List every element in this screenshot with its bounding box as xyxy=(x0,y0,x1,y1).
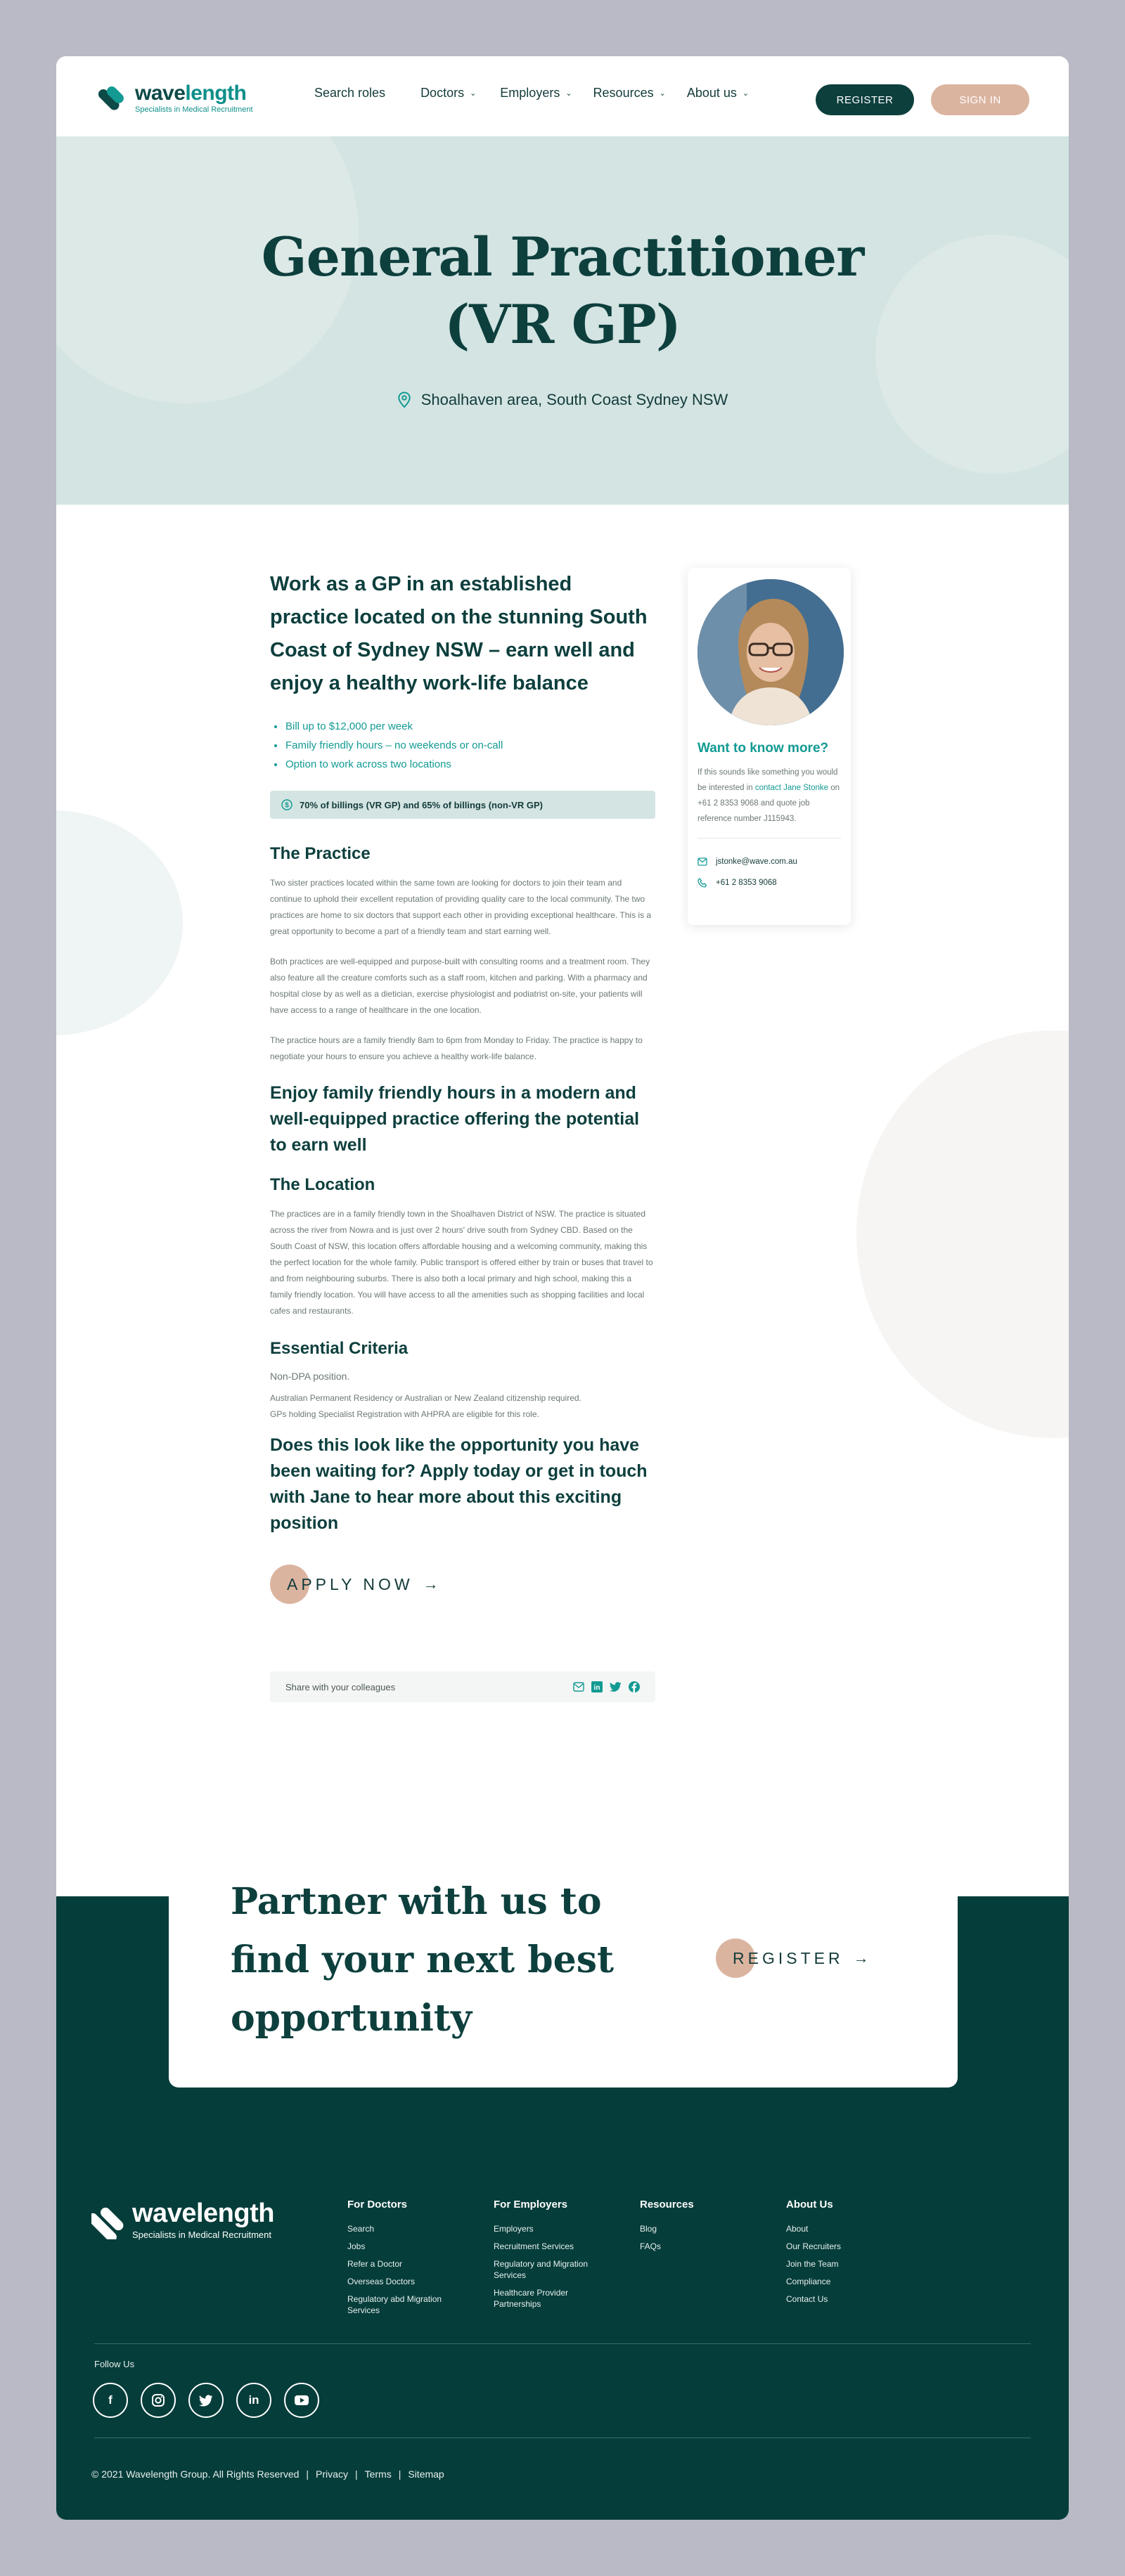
footer-link[interactable]: Regulatory and Migration Services xyxy=(494,2259,589,2280)
list-item: Option to work across two locations xyxy=(270,755,655,774)
logo-mark-icon xyxy=(91,2201,129,2239)
page-title: General Practitioner (VR GP) xyxy=(261,226,864,356)
follow-us-label: Follow Us xyxy=(94,2359,135,2369)
footer-column-doctors xyxy=(347,2199,467,2322)
register-button[interactable]: REGISTER xyxy=(816,84,914,115)
twitter-share-icon[interactable] xyxy=(610,1682,622,1692)
apply-label: APPLY NOW xyxy=(287,1574,413,1593)
footer-column-resources xyxy=(640,2199,752,2258)
nav-resources[interactable] xyxy=(593,86,666,101)
footer-column-title: About Us xyxy=(786,2199,833,2211)
twitter-icon[interactable] xyxy=(188,2383,224,2418)
logo-mark-icon xyxy=(97,83,131,114)
section-heading: The Practice xyxy=(270,844,371,863)
job-location xyxy=(56,391,1069,409)
partner-register-button[interactable] xyxy=(716,1939,869,1978)
logo-word-a: wave xyxy=(135,82,186,105)
footer-link[interactable]: Refer a Doctor xyxy=(347,2259,403,2269)
billing-text: 70% of billings (VR GP) and 65% of billings (non-VR GP) xyxy=(300,799,543,810)
footer-logo-word: wavelength xyxy=(132,2199,274,2228)
job-highlights xyxy=(270,717,655,774)
share-label: Share with your colleagues xyxy=(285,1681,396,1692)
footer-link[interactable]: Jobs xyxy=(347,2241,366,2251)
billing-badge xyxy=(270,791,655,819)
chevron-down-icon: ⌄ xyxy=(470,89,477,98)
nav-doctors[interactable] xyxy=(420,86,476,101)
phone-icon xyxy=(698,878,707,888)
share-bar xyxy=(270,1671,655,1702)
footer-column-about xyxy=(786,2199,899,2311)
separator: | xyxy=(354,2468,358,2480)
footer-column-title: For Employers xyxy=(494,2199,568,2211)
svg-text:in: in xyxy=(593,1684,600,1692)
footer-link[interactable]: Recruitment Services xyxy=(494,2241,574,2251)
email-share-icon[interactable] xyxy=(573,1682,584,1692)
terms-link[interactable]: Terms xyxy=(364,2468,392,2480)
job-intro-heading: Work as a GP in an established practice located on the stunning South Coast of Sydney NSW – earn well and enjoy a healthy work-life balance xyxy=(270,573,648,694)
footer-logo-tagline: Specialists in Medical Recruitment xyxy=(132,2229,271,2240)
nav-label: About us xyxy=(686,86,737,100)
job-description xyxy=(270,568,655,1702)
footer-column-employers xyxy=(494,2199,613,2316)
email-icon xyxy=(698,857,707,866)
partner-heading: Partner with us to find your next best opportunity xyxy=(231,1880,615,2040)
footer-logo[interactable] xyxy=(91,2200,274,2240)
footer-link[interactable]: FAQs xyxy=(640,2241,662,2251)
footer-link[interactable]: Healthcare Provider Partnerships xyxy=(494,2288,569,2309)
criteria-lead: Non-DPA position. xyxy=(270,1371,350,1382)
card-text xyxy=(698,765,841,827)
logo-tagline: Specialists in Medical Recruitment xyxy=(135,105,253,114)
contact-recruiter-link[interactable]: contact Jane Stonke xyxy=(754,784,829,792)
phone-text: +61 2 8353 9068 xyxy=(716,879,777,887)
paragraph: GPs holding Specialist Registration with AHPRA are eligible for this role. xyxy=(270,1409,539,1419)
logo[interactable] xyxy=(97,83,253,114)
social-links xyxy=(93,2383,319,2418)
chevron-down-icon: ⌄ xyxy=(659,89,666,98)
nav-search-roles[interactable] xyxy=(314,86,385,101)
footer-link[interactable]: Compliance xyxy=(786,2277,831,2286)
linkedin-share-icon[interactable] xyxy=(591,1681,603,1692)
paragraph: The practices are in a family friendly town in the Shoalhaven District of NSW. The practice is situated across the river from Nowra and is just over 2 hours' drive south from Sydney CBD. Based on the South Coast of NSW, this location offers affordable housing and a welcoming community, making this the perfect location for the whole family. Public transport is offered either by train or buses that travel to and from neighbouring suburbs. There is also both a local primary and high school, making this a family friendly location. You will have access to all the amenities such as shopping facilities and local cafes and restaurants. xyxy=(270,1209,653,1316)
chevron-down-icon: ⌄ xyxy=(742,89,750,98)
footer-link[interactable]: Blog xyxy=(640,2224,657,2234)
site-header xyxy=(56,56,1069,136)
main-nav xyxy=(314,86,749,101)
page xyxy=(56,56,1069,2520)
section-heading: Essential Criteria xyxy=(270,1339,409,1358)
privacy-link[interactable]: Privacy xyxy=(316,2468,348,2480)
sign-in-button[interactable]: SIGN IN xyxy=(931,84,1029,115)
arrow-right-icon: → xyxy=(853,1949,869,1967)
paragraph: The practice hours are a family friendly 8am to 6pm from Monday to Friday. The practice is happy to negotiate your hours to ensure you achieve a healthy work-life balance. xyxy=(270,1035,643,1061)
register-label: REGISTER xyxy=(733,1948,844,1967)
partner-cta-card xyxy=(169,1826,958,2088)
section-subheading: Enjoy family friendly hours in a modern and well-equipped practice offering the potential to earn well xyxy=(270,1083,640,1155)
avatar xyxy=(698,579,844,725)
footer-divider xyxy=(94,2343,1031,2344)
recruiter-card xyxy=(688,568,851,925)
paragraph: Both practices are well-equipped and purpose-built with consulting rooms and a treatment room. They also feature all the creature comforts such as a staff room, kitchen and parking. With a pharmacy and hospital close by as well as a dietician, exercise physiologist and podiatrist on-site, your patients will have access to a range of healthcare in the one location. xyxy=(270,957,650,1015)
svg-text:$: $ xyxy=(285,801,289,810)
dollar-icon xyxy=(281,799,292,810)
facebook-icon[interactable]: f xyxy=(93,2383,128,2418)
separator: | xyxy=(398,2468,401,2480)
sitemap-link[interactable]: Sitemap xyxy=(408,2468,444,2480)
copyright-bar xyxy=(91,2468,444,2480)
instagram-icon[interactable] xyxy=(141,2383,176,2418)
nav-about-us[interactable] xyxy=(687,86,749,101)
facebook-share-icon[interactable] xyxy=(629,1681,640,1692)
recruiter-photo xyxy=(698,579,844,725)
section-heading: The Location xyxy=(270,1175,375,1194)
apply-now-button[interactable] xyxy=(270,1565,655,1604)
footer-column-title: Resources xyxy=(640,2199,694,2211)
footer-column-title: For Doctors xyxy=(347,2199,408,2211)
copyright-text: © 2021 Wavelength Group. All Rights Reserved xyxy=(91,2468,300,2480)
nav-employers[interactable] xyxy=(500,86,572,101)
decorative-circle xyxy=(856,1030,1069,1438)
paragraph: Two sister practices located within the same town are looking for doctors to join their team and continue to uphold their excellent reputation of providing quality care to the local community. The two practices are home to six doctors that support each other in providing exceptional healthcare. This is a great opportunity to become a part of a friendly team and start earning well. xyxy=(270,878,652,936)
nav-label: Doctors xyxy=(420,86,465,100)
linkedin-icon[interactable]: in xyxy=(236,2383,271,2418)
footer-link[interactable]: Contact Us xyxy=(786,2294,828,2304)
list-item: Family friendly hours – no weekends or on-call xyxy=(270,736,655,755)
nav-label: Resources xyxy=(593,86,654,100)
map-pin-icon xyxy=(397,391,411,408)
footer-link[interactable]: Overseas Doctors xyxy=(347,2277,416,2286)
card-text-a: If this sounds like something you would be interested in xyxy=(698,768,838,792)
chevron-down-icon: ⌄ xyxy=(565,89,572,98)
separator: | xyxy=(306,2468,309,2480)
footer-link[interactable]: About xyxy=(786,2224,809,2234)
phone-contact[interactable] xyxy=(698,872,841,893)
list-item: Bill up to $12,000 per week xyxy=(270,717,655,736)
logo-word-b: length xyxy=(185,82,247,105)
card-text-b: on +61 2 8353 9068 and quote job reference number J115943. xyxy=(698,784,840,823)
nav-label: Employers xyxy=(500,86,560,100)
divider xyxy=(698,838,841,839)
footer-link[interactable]: Search xyxy=(347,2224,375,2234)
email-text: jstonke@wave.com.au xyxy=(716,857,797,866)
cta-heading: Does this look like the opportunity you have been waiting for? Apply today or get in touch with Jane to hear more about this exciting position xyxy=(270,1435,648,1533)
footer-link[interactable]: Employers xyxy=(494,2224,534,2234)
footer-link[interactable]: Join the Team xyxy=(786,2259,839,2269)
decorative-circle xyxy=(56,810,183,1035)
youtube-icon[interactable] xyxy=(284,2383,319,2418)
email-contact[interactable] xyxy=(698,851,841,872)
arrow-right-icon: → xyxy=(423,1575,439,1593)
card-heading: Want to know more? xyxy=(698,741,829,756)
location-text: Shoalhaven area, South Coast Sydney NSW xyxy=(420,391,728,408)
footer-link[interactable]: Regulatory abd Migration Services xyxy=(347,2294,442,2315)
hero-banner xyxy=(56,136,1069,505)
footer-link[interactable]: Our Recruiters xyxy=(786,2241,842,2251)
nav-label: Search roles xyxy=(314,86,386,100)
paragraph: Australian Permanent Residency or Australian or New Zealand citizenship required. xyxy=(270,1393,581,1403)
